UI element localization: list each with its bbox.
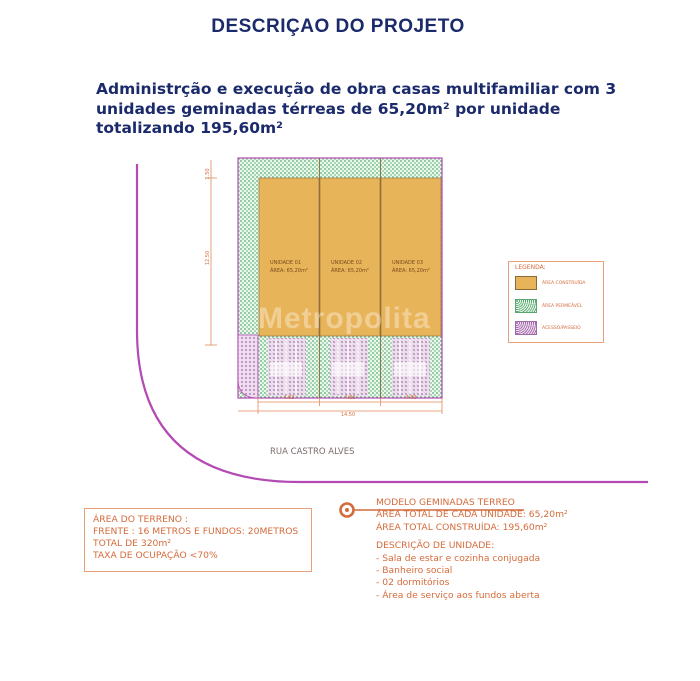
dim-top: 1.50 xyxy=(205,168,211,180)
legend-label-built: ÁREA CONSTRUÍDA xyxy=(542,280,586,286)
dim-unit-02: 4.83 xyxy=(344,395,356,401)
corner-access xyxy=(238,335,258,398)
unit-02-name: UNIDADE 02 xyxy=(331,260,363,266)
unit-03-name: UNIDADE 03 xyxy=(392,260,424,266)
model-unit-area: ÁREA TOTAL DE CADA UNIDADE: 65,20m² xyxy=(376,509,568,521)
legend-item-built xyxy=(515,276,585,290)
unit-01-name: UNIDADE 01 xyxy=(270,260,302,266)
legend xyxy=(508,261,604,343)
dim-total: 14.50 xyxy=(340,412,356,418)
terrain-occupancy: TAXA DE OCUPAÇÃO <70% xyxy=(93,550,218,561)
legend-title: LEGENDA: xyxy=(515,264,546,271)
legend-label-access: ACESSO/PASSEIO xyxy=(542,325,581,331)
legend-label-permeable: ÁREA PERMEÁVEL xyxy=(542,303,583,309)
terrain-front-back: FRENTE : 16 METROS E FUNDOS: 20METROS xyxy=(93,526,299,537)
legend-item-permeable xyxy=(515,299,582,313)
unit-desc-title: DESCRIÇÃO DE UNIDADE: xyxy=(376,540,495,552)
model-built-area: ÁREA TOTAL CONSTRUÍDA: 195,60m² xyxy=(376,521,548,533)
dim-unit-03: 4.83 xyxy=(405,395,417,401)
unit-desc-list xyxy=(376,553,636,603)
model-info xyxy=(376,497,636,602)
unit-desc-item: - 02 dormitórios xyxy=(376,577,450,589)
terrain-info xyxy=(84,508,312,572)
page-title: DESCRIÇAO DO PROJETO xyxy=(211,16,465,37)
unit-02-area: ÁREA: 65,20m² xyxy=(331,268,369,274)
street-name: RUA CASTRO ALVES xyxy=(270,447,355,457)
dim-side: 12.50 xyxy=(205,250,211,266)
legend-item-access xyxy=(515,321,581,335)
dim-unit-01: 4.83 xyxy=(283,395,295,401)
terrain-total: TOTAL DE 320m² xyxy=(93,538,172,549)
model-title: MODELO GEMINADAS TERREO xyxy=(376,497,515,508)
unit-desc-item: - Sala de estar e cozinha conjugada xyxy=(376,552,541,564)
unit-desc-item: - Área de serviço aos fundos aberta xyxy=(376,589,540,601)
unit-03-area: ÁREA: 65,20m² xyxy=(392,268,430,274)
unit-desc-item: - Banheiro social xyxy=(376,565,453,577)
legend-swatch-access xyxy=(515,321,537,335)
terrain-title: ÁREA DO TERRENO : xyxy=(93,514,189,525)
legend-swatch-permeable xyxy=(515,299,537,313)
legend-swatch-built xyxy=(515,276,537,290)
unit-01-area: ÁREA: 65,20m² xyxy=(270,268,308,274)
watermark: Metropolita xyxy=(258,302,431,335)
project-description: Administrção e execução de obra casas multifamiliar com 3 unidades geminadas térreas de 65,20m² por unidade totalizando 195,60m² xyxy=(96,80,617,137)
